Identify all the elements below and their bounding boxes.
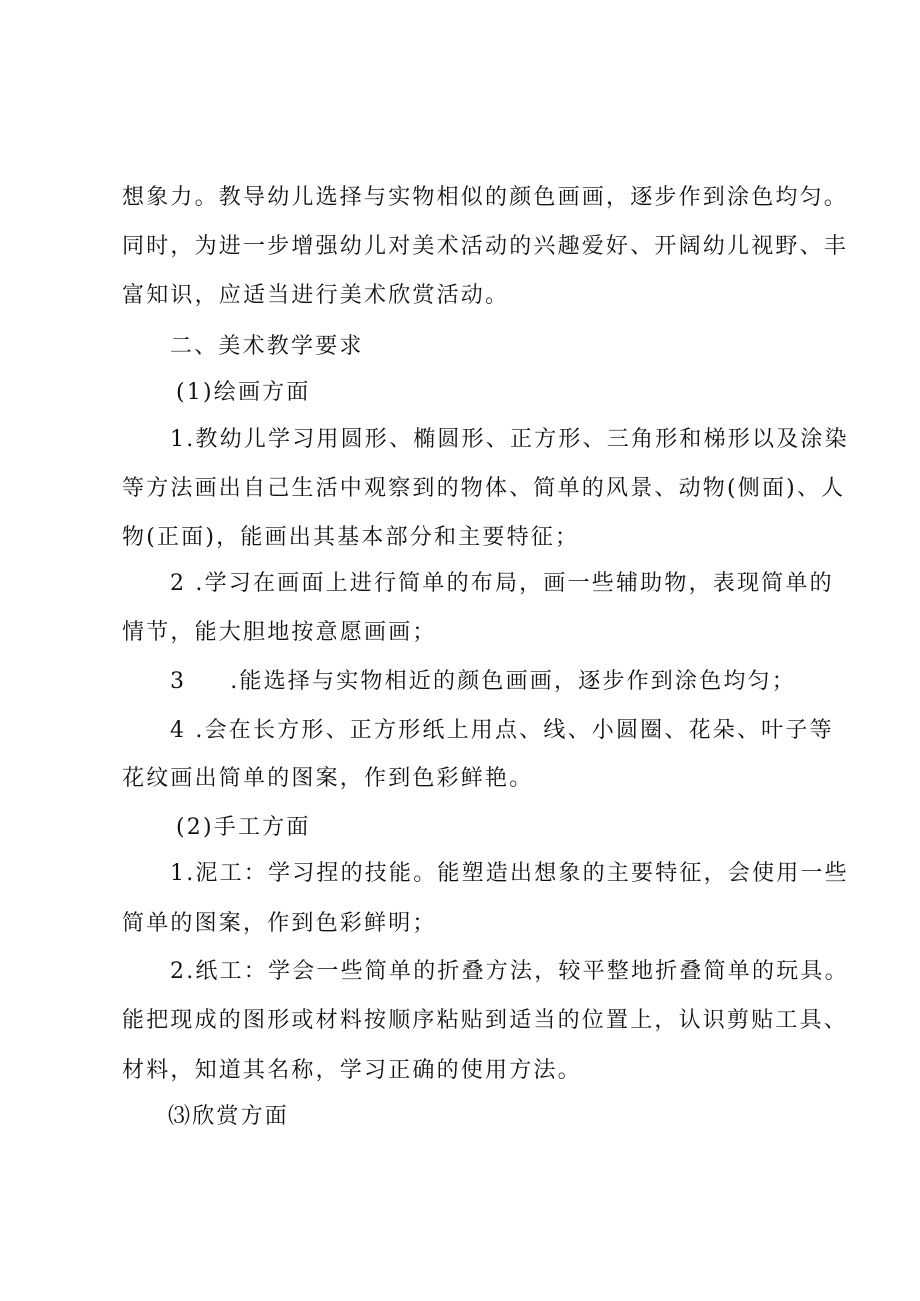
list-item-line: 2 .学习在画面上进行简单的布局，画一些辅助物，表现简单的 bbox=[170, 571, 834, 596]
paragraph-line: 想象力。教导幼儿选择与实物相似的颜色画画，逐步作到涂色均匀。 bbox=[122, 185, 849, 210]
list-item-line bbox=[170, 669, 796, 695]
list-item-line: 1.泥工：学习捏的技能。能塑造出想象的主要特征，会使用一些 bbox=[170, 861, 849, 886]
list-number: 3 bbox=[170, 669, 187, 694]
paragraph-line: 情节，能大胆地按意愿画画； bbox=[122, 620, 437, 645]
list-item-line: 2.纸工：学会一些简单的折叠方法，较平整地折叠简单的玩具。 bbox=[170, 959, 849, 984]
subsection-heading: ⑶欣赏方面 bbox=[168, 1104, 290, 1129]
subsection-heading: (1)绘画方面 bbox=[176, 380, 311, 405]
paragraph-line: 同时，为进一步增强幼儿对美术活动的兴趣爱好、开阔幼儿视野、丰 bbox=[122, 234, 849, 259]
paragraph-line: 能把现成的图形或材料按顺序粘贴到适当的位置上，认识剪贴工具、 bbox=[122, 1008, 849, 1033]
section-heading: 二、美术教学要求 bbox=[170, 334, 364, 359]
paragraph-line: 等方法画出自己生活中观察到的物体、简单的风景、动物(侧面)、人 bbox=[122, 476, 846, 501]
list-text: .能选择与实物相近的颜色画画，逐步作到涂色均匀； bbox=[230, 669, 796, 694]
subsection-heading: (2)手工方面 bbox=[176, 815, 311, 840]
paragraph-line: 富知识，应适当进行美术欣赏活动。 bbox=[122, 283, 510, 308]
paragraph-line: 简单的图案，作到色彩鲜明； bbox=[122, 911, 437, 936]
paragraph-line: 花纹画出简单的图案，作到色彩鲜艳。 bbox=[122, 766, 534, 791]
paragraph-line: 材料，知道其名称，学习正确的使用方法。 bbox=[122, 1058, 582, 1083]
list-item-line: 4 .会在长方形、正方形纸上用点、线、小圆圈、花朵、叶子等 bbox=[170, 718, 834, 743]
list-item-line: 1.教幼儿学习用圆形、椭圆形、正方形、三角形和梯形以及涂染 bbox=[170, 427, 849, 452]
paragraph-line: 物(正面)，能画出其基本部分和主要特征； bbox=[122, 525, 580, 550]
